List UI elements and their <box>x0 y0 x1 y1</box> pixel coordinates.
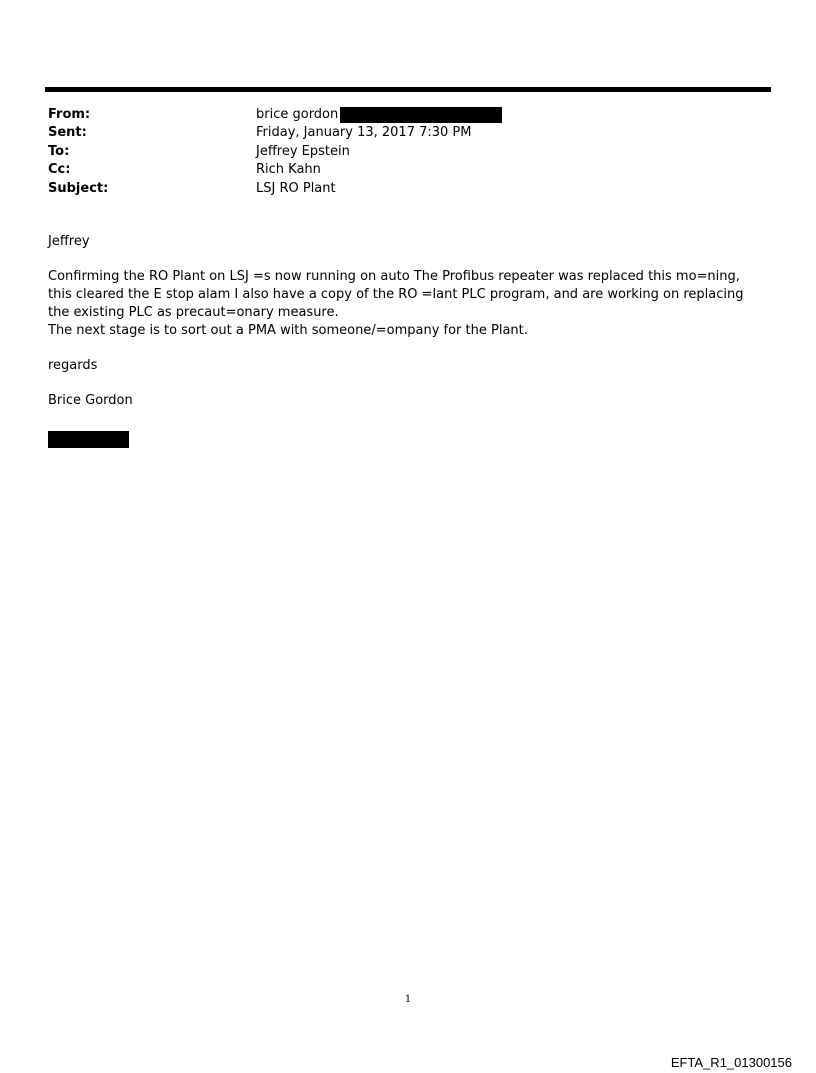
to-label: To: <box>48 143 70 159</box>
body-paragraph: The next stage is to sort out a PMA with someone/=ompany for the Plant. <box>48 323 528 338</box>
spacer <box>48 375 763 392</box>
from-value <box>256 106 502 124</box>
subject-label: Subject: <box>48 180 109 196</box>
spacer <box>48 340 763 357</box>
body-paragraph: Confirming the RO Plant on LSJ =s now running on auto The Profibus repeater was replaced this mo=ning, this cleared the E stop alam I also have a copy of the RO =lant PLC program, and are working on replacing the existing PLC as precaut=onary measure. <box>48 269 744 320</box>
salutation: Jeffrey <box>48 234 90 249</box>
to-row <box>48 143 768 161</box>
from-name: brice gordon <box>256 107 339 122</box>
document-id: EFTA_R1_01300156 <box>670 1055 792 1070</box>
redaction-bar <box>340 107 502 123</box>
sent-value: Friday, January 13, 2017 7:30 PM <box>256 125 472 141</box>
from-label: From: <box>48 107 91 122</box>
email-body <box>48 233 763 410</box>
sent-label: Sent: <box>48 125 87 141</box>
signature: Brice Gordon <box>48 393 133 408</box>
cc-row <box>48 161 768 179</box>
subject-value: LSJ RO Plant <box>256 180 336 196</box>
closing: regards <box>48 358 98 373</box>
to-value: Jeffrey Epstein <box>256 143 350 159</box>
email-header <box>48 106 768 198</box>
from-row <box>48 106 768 124</box>
redaction-bar <box>48 431 129 448</box>
cc-label: Cc: <box>48 162 71 178</box>
page-number: 1 <box>404 994 412 1005</box>
spacer <box>48 251 763 268</box>
header-rule <box>45 87 771 92</box>
cc-value: Rich Kahn <box>256 162 321 178</box>
sent-row <box>48 124 768 142</box>
subject-row <box>48 180 768 198</box>
